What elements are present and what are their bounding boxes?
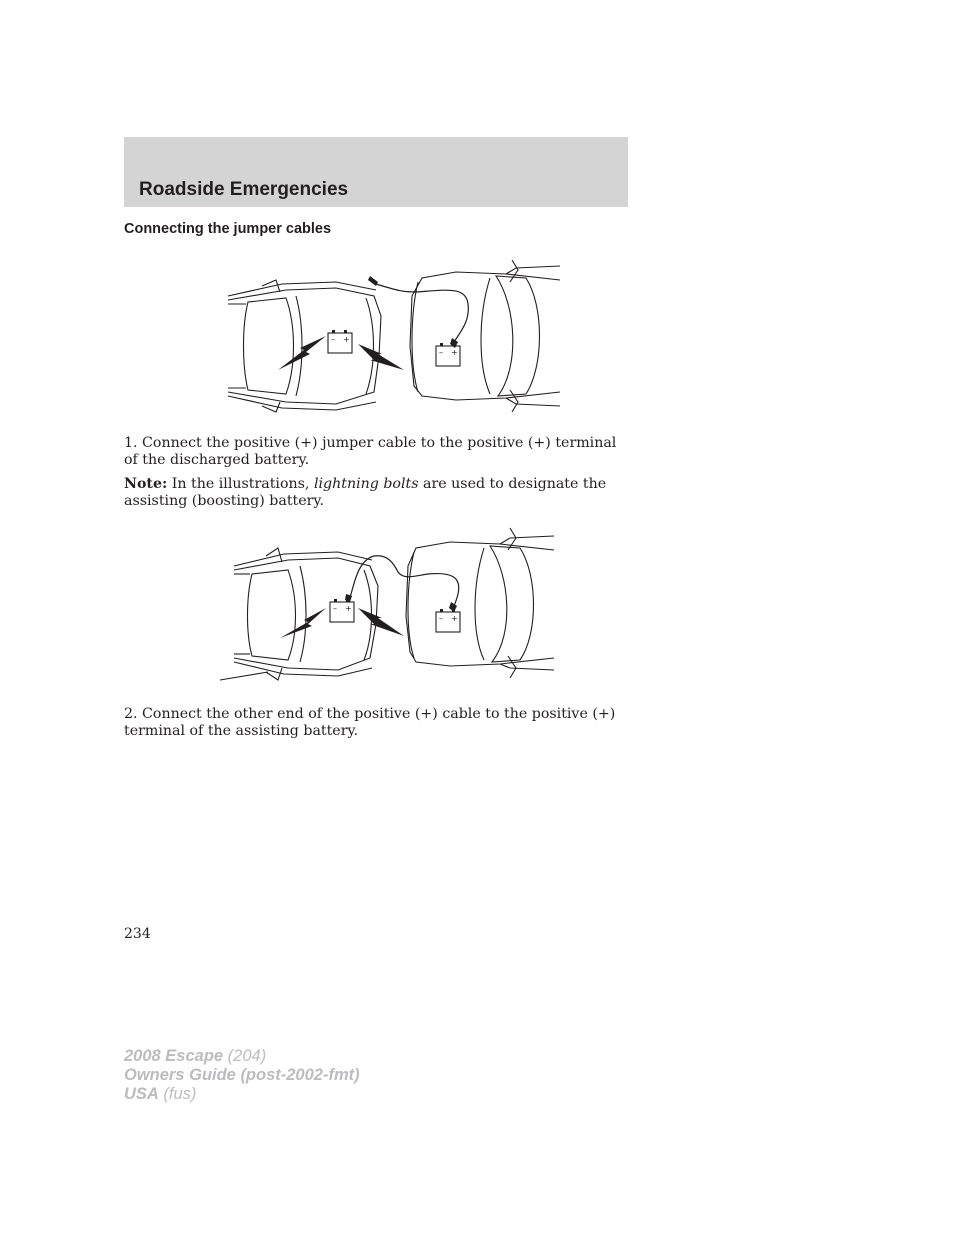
subheading: Connecting the jumper cables <box>124 221 332 237</box>
lightning-bolt-icon <box>358 608 404 636</box>
footer-guide-type: Owners Guide (post-2002-fmt) <box>124 1066 360 1084</box>
note-text-after: are used to designate the assisting (boosting) battery. <box>124 476 607 509</box>
battery-icon <box>436 609 460 632</box>
footer-market: USA <box>124 1085 159 1103</box>
battery-icon <box>436 343 460 366</box>
footer-line-2 <box>124 1066 360 1085</box>
footer-line-1 <box>124 1047 360 1066</box>
battery-plus: + <box>343 335 350 344</box>
discharged-vehicle <box>406 528 554 678</box>
step-1-text: 1. Connect the positive (+) jumper cable to the positive (+) terminal of the discharged battery. <box>124 435 617 468</box>
jumper-cable <box>376 284 468 342</box>
document-footer <box>124 1047 360 1104</box>
footer-line-3 <box>124 1085 360 1104</box>
step-2-text: 2. Connect the other end of the positive (+) cable to the positive (+) terminal of the assisting battery. <box>124 706 616 739</box>
page-number: 234 <box>124 926 151 942</box>
battery-minus: – <box>439 614 443 623</box>
battery-plus: + <box>451 348 458 357</box>
note-text-before: In the illustrations, <box>167 476 314 492</box>
discharged-vehicle <box>410 260 560 412</box>
section-header-band <box>124 137 628 207</box>
battery-icon <box>328 330 352 353</box>
illustration-step1 <box>226 256 562 424</box>
lightning-bolt-icon <box>358 344 404 370</box>
battery-minus: – <box>439 348 443 357</box>
illustration-step2 <box>218 524 560 690</box>
battery-minus: – <box>331 335 335 344</box>
note-emphasis: lightning bolts <box>313 476 419 492</box>
note-paragraph <box>124 476 619 510</box>
battery-plus: + <box>451 614 458 623</box>
footer-model: 2008 Escape <box>124 1047 224 1065</box>
lightning-bolt-icon <box>280 608 326 638</box>
battery-minus: – <box>333 604 337 613</box>
cable-clamp-icon <box>368 276 378 286</box>
note-label: Note: <box>124 476 168 492</box>
section-title: Roadside Emergencies <box>139 179 349 200</box>
footer-market-code: (fus) <box>158 1085 197 1103</box>
battery-icon <box>330 599 354 622</box>
cable-clamp-icon <box>449 602 457 612</box>
battery-plus: + <box>345 604 352 613</box>
jumper-cable <box>350 556 459 608</box>
footer-model-code: (204) <box>223 1047 267 1065</box>
